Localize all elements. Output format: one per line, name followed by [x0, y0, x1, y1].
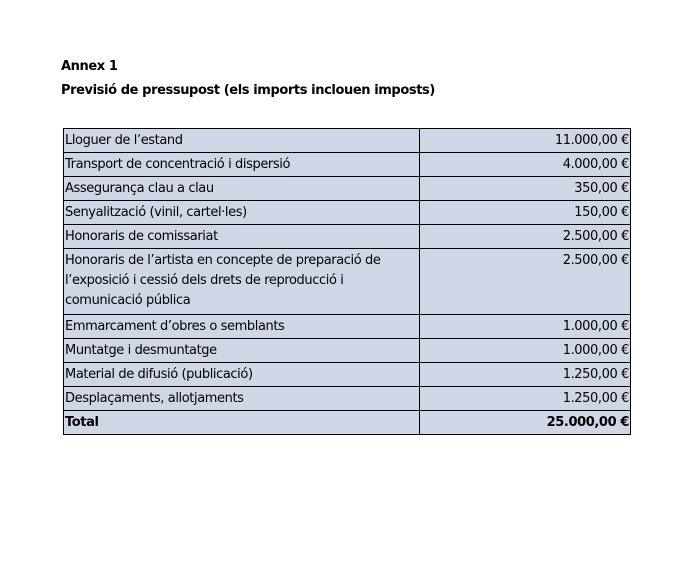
table-row	[64, 201, 631, 225]
amount-cell: 2.500,00 €	[420, 249, 631, 315]
table-row	[64, 249, 631, 315]
amount-cell: 350,00 €	[420, 177, 631, 201]
table-row	[64, 129, 631, 153]
concept-cell: Honoraris de l’artista en concepte de preparació de l’exposició i cessió dels drets de reproducció i comunicació pública	[64, 249, 420, 315]
total-label: Total	[64, 411, 420, 435]
amount-cell: 1.250,00 €	[420, 387, 631, 411]
total-row	[64, 411, 631, 435]
amount-cell: 11.000,00 €	[420, 129, 631, 153]
table-row	[64, 363, 631, 387]
table-row	[64, 225, 631, 249]
total-amount: 25.000,00 €	[420, 411, 631, 435]
amount-cell: 2.500,00 €	[420, 225, 631, 249]
amount-cell: 1.000,00 €	[420, 315, 631, 339]
table-row	[64, 339, 631, 363]
concept-cell: Senyalització (vinil, cartel·les)	[64, 201, 420, 225]
concept-cell: Lloguer de l’estand	[64, 129, 420, 153]
concept-cell: Honoraris de comissariat	[64, 225, 420, 249]
amount-cell: 1.000,00 €	[420, 339, 631, 363]
amount-cell: 1.250,00 €	[420, 363, 631, 387]
table-row	[64, 177, 631, 201]
concept-cell: Material de difusió (publicació)	[64, 363, 420, 387]
annex-label: Annex 1	[61, 59, 118, 74]
table-row	[64, 387, 631, 411]
amount-cell: 4.000,00 €	[420, 153, 631, 177]
amount-cell: 150,00 €	[420, 201, 631, 225]
table-row	[64, 315, 631, 339]
concept-cell: Desplaçaments, allotjaments	[64, 387, 420, 411]
concept-cell: Muntatge i desmuntatge	[64, 339, 420, 363]
budget-table	[63, 128, 631, 435]
table-row	[64, 153, 631, 177]
concept-cell: Emmarcament d’obres o semblants	[64, 315, 420, 339]
concept-cell: Assegurança clau a clau	[64, 177, 420, 201]
concept-cell: Transport de concentració i dispersió	[64, 153, 420, 177]
budget-subtitle: Previsió de pressupost (els imports inclouen imposts)	[61, 83, 435, 98]
